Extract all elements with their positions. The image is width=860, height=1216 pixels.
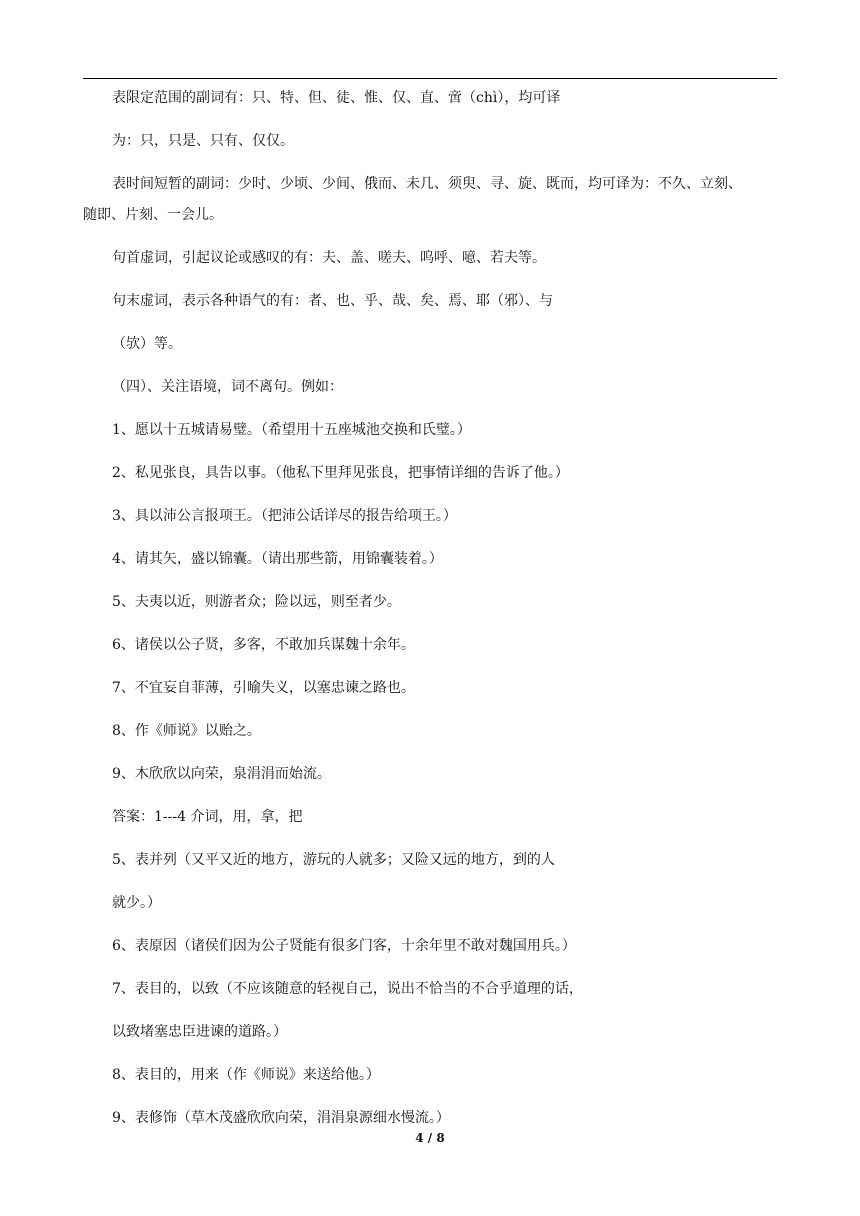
text-line: 以致堵塞忠臣进谏的道路。） bbox=[112, 1024, 287, 1040]
text-line: 5、夫夷以近，则游者众；险以远，则至者少。 bbox=[112, 594, 401, 610]
text-line: 7、表目的，以致（不应该随意的轻视自己，说出不恰当的不合乎道理的话， bbox=[112, 981, 583, 997]
text-line: 8、表目的，用来（作《师说》来送给他。） bbox=[112, 1067, 380, 1083]
text-line: 8、作《师说》以贻之。 bbox=[112, 723, 261, 739]
page-number: 4 / 8 bbox=[415, 1131, 445, 1145]
text-line: 3、具以沛公言报项王。（把沛公话详尽的报告给项王。） bbox=[112, 508, 457, 524]
header-rule bbox=[83, 78, 777, 79]
text-line: 表时间短暂的副词：少时、少顷、少间、俄而、未几、须臾、寻、旋、既而，均可译为：不久、立刻、 bbox=[112, 176, 742, 192]
text-line: 为：只，只是、只有、仅仅。 bbox=[112, 133, 294, 149]
text-line: 随即、片刻、一会儿。 bbox=[83, 207, 223, 223]
text-line: 1、愿以十五城请易璧。（希望用十五座城池交换和氏璧。） bbox=[112, 422, 471, 438]
text-line: 答案：1---4 介词，用，拿，把 bbox=[112, 809, 303, 825]
text-line: 7、不宜妄自菲薄，引喻失义，以塞忠谏之路也。 bbox=[112, 680, 415, 696]
text-line: 4、请其矢，盛以锦囊。（请出那些箭，用锦囊装着。） bbox=[112, 551, 443, 567]
text-line: 6、诸侯以公子贤，多客，不敢加兵谋魏十余年。 bbox=[112, 637, 415, 653]
text-line: 2、私见张良，具告以事。（他私下里拜见张良，把事情详细的告诉了他。） bbox=[112, 465, 569, 481]
text-line: 句末虚词，表示各种语气的有：者、也、乎、哉、矣、焉、耶（邪）、与 bbox=[112, 293, 553, 309]
text-line: 就少。） bbox=[112, 895, 161, 911]
text-line: 句首虚词，引起议论或感叹的有：夫、盖、嗟夫、呜呼、噫、若夫等。 bbox=[112, 250, 546, 266]
text-line: （四）、关注语境，词不离句。例如： bbox=[112, 379, 343, 395]
text-line: 9、表修饰（草木茂盛欣欣向荣，涓涓泉源细水慢流。） bbox=[112, 1110, 450, 1126]
text-line: 6、表原因（诸侯们因为公子贤能有很多门客，十余年里不敢对魏国用兵。） bbox=[112, 938, 576, 954]
text-line: 9、木欣欣以向荣，泉涓涓而始流。 bbox=[112, 766, 331, 782]
text-line: 5、表并列（又平又近的地方，游玩的人就多；又险又远的地方，到的人 bbox=[112, 852, 555, 868]
text-line: 表限定范围的副词有：只、特、但、徒、惟、仅、直、啻（chì），均可译 bbox=[112, 90, 561, 106]
text-line: （欤）等。 bbox=[112, 336, 182, 352]
